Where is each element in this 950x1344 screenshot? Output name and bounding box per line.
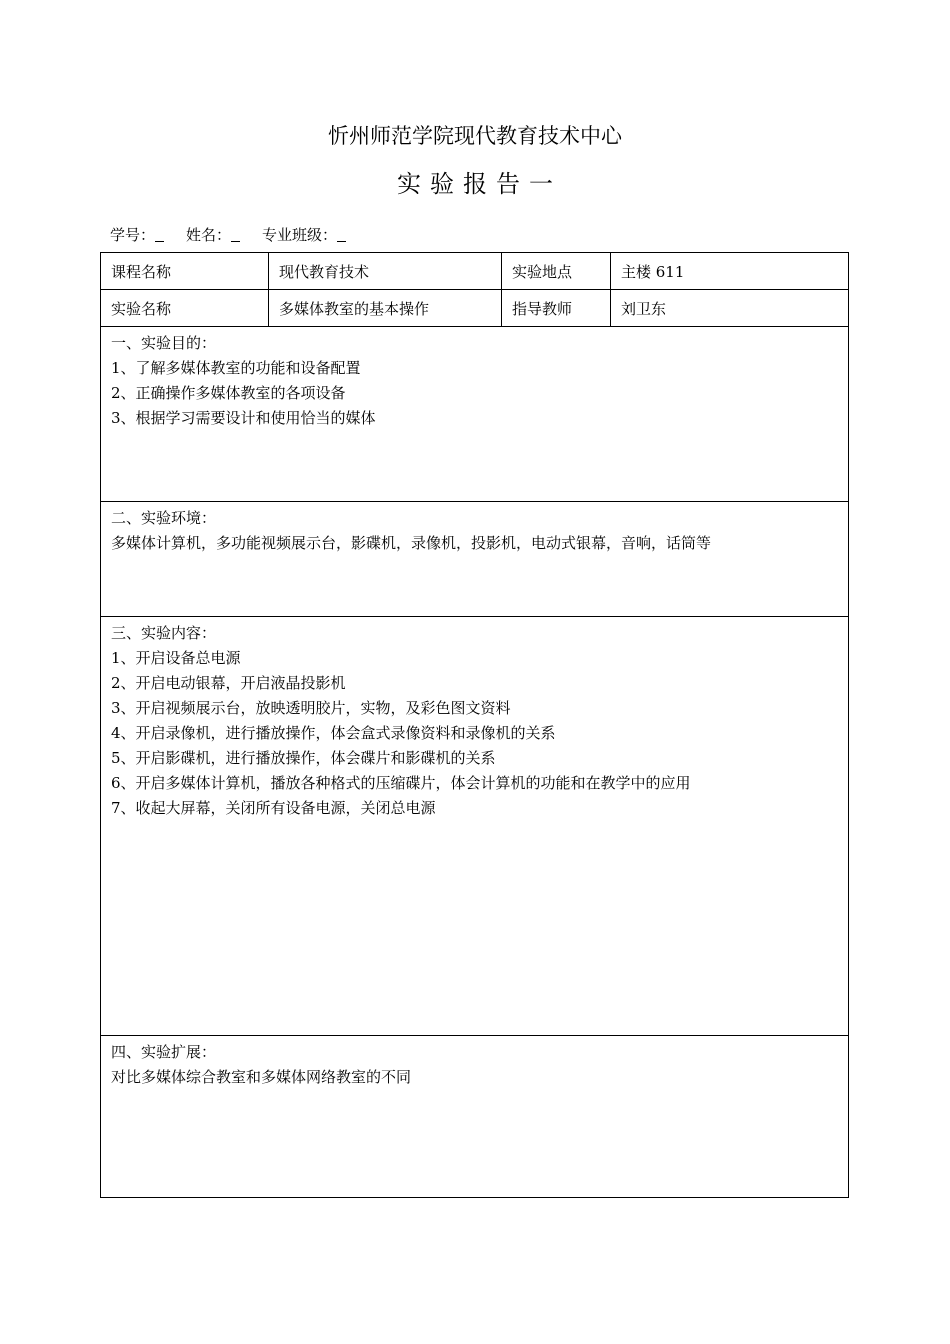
content-item: 2、开启电动银幕，开启液晶投影机	[111, 674, 346, 692]
student-id-blank[interactable]	[155, 229, 164, 242]
extension-item: 对比多媒体综合教室和多媒体网络教室的不同	[111, 1068, 412, 1086]
purpose-item: 1、了解多媒体教室的功能和设备配置	[111, 359, 361, 377]
content-item: 1、开启设备总电源	[111, 649, 241, 667]
teacher-label: 指导教师	[502, 290, 611, 327]
environment-heading: 二、实验环境：	[111, 509, 217, 527]
purpose-heading: 一、实验目的：	[111, 334, 217, 352]
student-id-label: 学号：	[110, 226, 156, 244]
teacher-value: 刘卫东	[611, 290, 849, 327]
experiment-row	[101, 290, 849, 327]
course-row	[101, 253, 849, 290]
environment-row	[101, 502, 849, 617]
course-label: 课程名称	[101, 253, 269, 290]
student-info-line	[110, 224, 346, 246]
location-label: 实验地点	[502, 253, 611, 290]
experiment-value: 多媒体教室的基本操作	[269, 290, 502, 327]
extension-row	[101, 1036, 849, 1198]
extension-section	[101, 1036, 849, 1198]
content-item: 3、开启视频展示台，放映透明胶片，实物，及彩色图文资料	[111, 699, 511, 717]
environment-item: 多媒体计算机，多功能视频展示台，影碟机，录像机，投影机，电动式银幕，音响，话筒等	[111, 534, 712, 552]
location-value: 主楼 611	[611, 253, 849, 290]
content-item: 7、收起大屏幕，关闭所有设备电源，关闭总电源	[111, 799, 436, 817]
purpose-item: 2、正确操作多媒体教室的各项设备	[111, 384, 346, 402]
course-value: 现代教育技术	[269, 253, 502, 290]
content-section	[101, 617, 849, 1036]
student-class-label: 专业班级：	[262, 226, 338, 244]
experiment-label: 实验名称	[101, 290, 269, 327]
content-heading: 三、实验内容：	[111, 624, 217, 642]
report-table	[100, 252, 849, 1198]
purpose-section	[101, 327, 849, 502]
student-name-label: 姓名：	[186, 226, 232, 244]
content-item: 4、开启录像机，进行播放操作，体会盒式录像资料和录像机的关系	[111, 724, 556, 742]
extension-heading: 四、实验扩展：	[111, 1043, 217, 1061]
purpose-item: 3、根据学习需要设计和使用恰当的媒体	[111, 409, 376, 427]
student-class-blank[interactable]	[337, 229, 346, 242]
student-name-blank[interactable]	[231, 229, 240, 242]
content-row	[101, 617, 849, 1036]
purpose-row	[101, 327, 849, 502]
institution-title: 忻州师范学院现代教育技术中心	[328, 124, 622, 148]
environment-section	[101, 502, 849, 617]
content-item: 5、开启影碟机，进行播放操作，体会碟片和影碟机的关系	[111, 749, 496, 767]
content-item: 6、开启多媒体计算机，播放各种格式的压缩碟片，体会计算机的功能和在教学中的应用	[111, 774, 691, 792]
report-title: 实验报告一	[397, 170, 562, 198]
